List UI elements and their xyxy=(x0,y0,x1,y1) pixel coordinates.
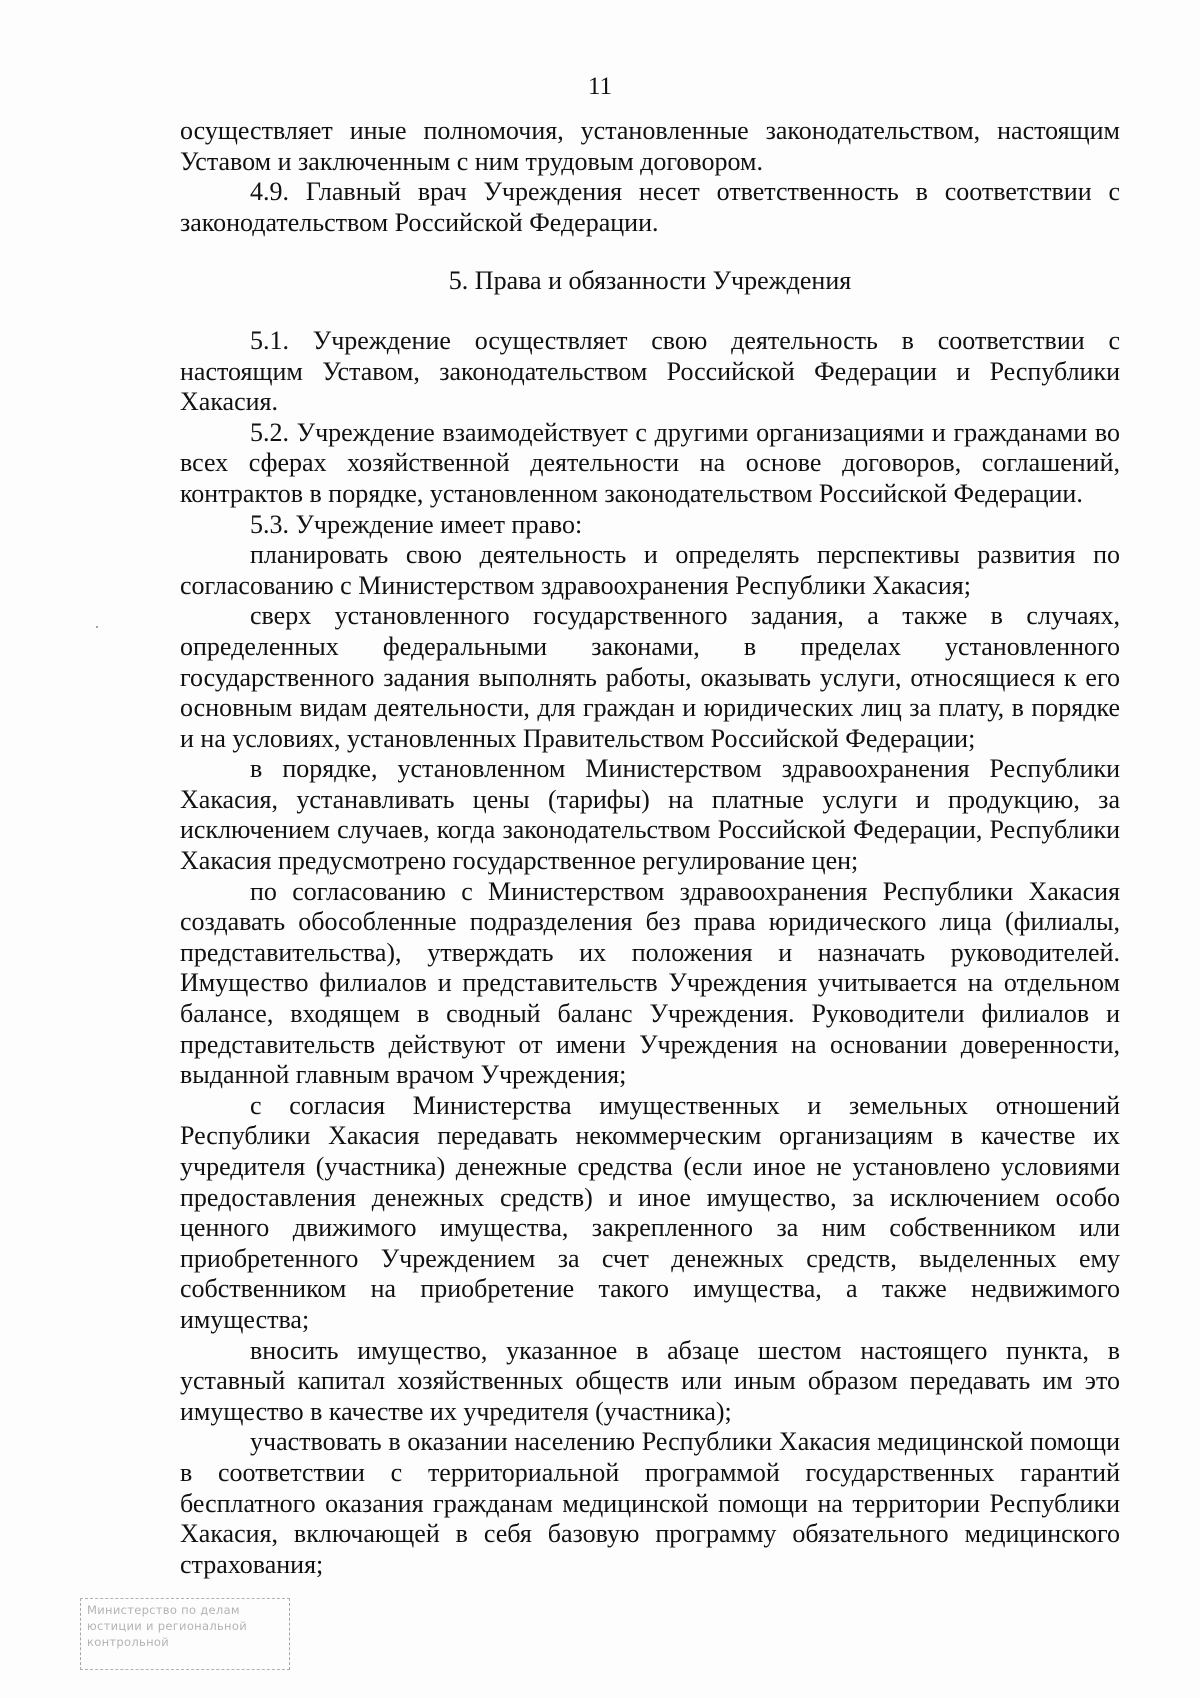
paragraph-5-1: 5.1. Учреждение осуществляет свою деятельность в соответствии с настоящим Уставом, законодательством Российской Федерации и Республики Хакасия. xyxy=(180,325,1120,417)
paragraph-4-9: 4.9. Главный врач Учреждения несет ответственность в соответствии с законодательством Российской Федерации. xyxy=(180,177,1120,237)
paragraph-right-branches: по согласованию с Министерством здравоохранения Республики Хакасия создавать обособленные подразделения без права юридического лица (филиалы, представительства), утверждать их положения и назначать руководителей. Имущество филиалов и представительств Учреждения учитывается на отдельном балансе, входящем в сводный баланс Учреждения. Руководители филиалов и представительств действуют от имени Учреждения на основании доверенности, выданной главным врачом Учреждения; xyxy=(180,876,1120,1090)
paragraph-right-plan: планировать свою деятельность и определять перспективы развития по согласованию с Министерством здравоохранения Республики Хакасия; xyxy=(180,540,1120,600)
stamp-line: юстиции и региональной xyxy=(87,1619,247,1633)
paragraph-right-prices: в порядке, установленном Министерством здравоохранения Республики Хакасия, устанавливать цены (тарифы) на платные услуги и продукцию, за исключением случаев, когда законодательством Российской Федерации, Республики Хакасия предусмотрено государственное регулирование цен; xyxy=(180,754,1120,876)
paragraph-right-contribute: вносить имущество, указанное в абзаце шестом настоящего пункта, в уставный капитал хозяйственных обществ или иным образом передавать им это имущество в качестве их учредителя (участника); xyxy=(180,1335,1120,1426)
stamp-line: Министерство по делам xyxy=(87,1603,240,1617)
paragraph-right-transfer: с согласия Министерства имущественных и земельных отношений Республики Хакасия передавать некоммерческим организациям в качестве их учредителя (участника) денежные средства (если иное не установлено условиями предоставления денежных средств) и иное имущество, за исключением особо ценного движимого имущества, закрепленного за ним собственником или приобретенного Учреждением за счет денежных средств, выделенных ему собственником на приобретение такого имущества, а также недвижимого имущества; xyxy=(180,1090,1120,1334)
section-title: 5. Права и обязанности Учреждения xyxy=(448,266,852,296)
document-body xyxy=(180,116,1120,1580)
scan-speck xyxy=(96,626,98,628)
registration-stamp xyxy=(80,1598,290,1670)
paragraph-continuation: осуществляет иные полномочия, установленные законодательством, настоящим Уставом и заключенным с ним трудовым договором. xyxy=(180,116,1120,176)
paragraph-right-medical-care: участвовать в оказании населению Республики Хакасия медицинской помощи в соответствии с территориальной программой государственных гарантий бесплатного оказания гражданам медицинской помощи на территории Республики Хакасия, включающей в себя базовую программу обязательного медицинского страхования; xyxy=(180,1427,1120,1579)
paragraph-5-3: 5.3. Учреждение имеет право: xyxy=(250,509,583,539)
stamp-line: контрольной xyxy=(87,1635,169,1649)
paragraph-5-2: 5.2. Учреждение взаимодействует с другими организациями и гражданами во всех сферах хозяйственной деятельности на основе договоров, соглашений, контрактов в порядке, установленном законодательством Российской Федерации. xyxy=(180,417,1120,508)
paragraph-right-paid-services: сверх установленного государственного задания, а также в случаях, определенных федеральными законами, в пределах установленного государственного задания выполнять работы, оказывать услуги, относящиеся к его основным видам деятельности, для граждан и юридических лиц за плату, в порядке и на условиях, установленных Правительством Российской Федерации; xyxy=(180,601,1120,753)
page-number: 11 xyxy=(587,73,613,100)
